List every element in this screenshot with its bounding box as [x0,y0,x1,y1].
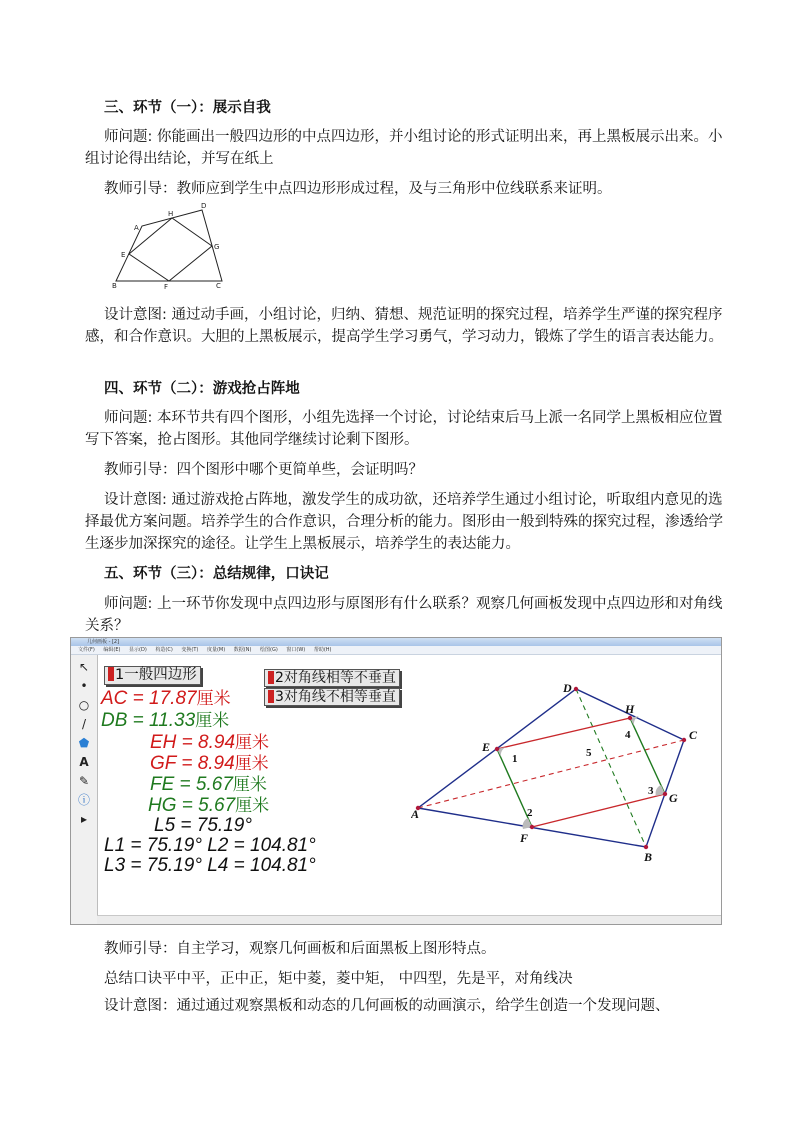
menu-data[interactable]: 数据(N) [233,647,252,653]
button-equal-diagonals[interactable] [264,669,400,687]
menu-display[interactable]: 显示(D) [129,647,147,653]
point-label-h: H [625,702,635,716]
section4-guide: 教师引导：四个图形中哪个更简单些，会证明吗？ [104,462,423,478]
measure-unit: 厘米 [235,796,270,816]
section3-guide: 教师引导：教师应到学生中点四边形形成过程，及与三角形中位线联系来证明。 [104,181,612,197]
sketchpad-horizontal-scrollbar[interactable] [97,915,721,924]
measure-value: FE = 5.67 [150,774,233,795]
measure-unit: 厘米 [195,711,230,731]
midpoint-quadrilateral-diagram [411,678,722,913]
measure-angles-1-2 [104,836,316,856]
section5-question: 师问题: 上一环节你发现中点四边形与原图形有什么联系？观察几何画板发现中点四边形和对角线关系？ [85,596,723,634]
angle-label-1: 1 [512,753,518,765]
measure-unit: 厘米 [196,689,231,709]
measure-angles-3-4 [104,856,316,876]
section3-intent: 设计意图: 通过动手画，小组讨论，归纳、猜想、规范证明的探究过程，培养学生严谨的探究程序感，和合作意识。大胆的上黑板展示，提高学生学习勇气，学习动力，锻炼了学生的语言表达能力。 [85,307,723,345]
menu-file[interactable]: 文件(F) [78,647,95,653]
measure-unit: 厘米 [234,754,269,774]
button-label: 1一般四边形 [115,667,197,683]
menu-window[interactable]: 窗口(W) [286,647,306,653]
measure-unit: 厘米 [232,775,267,795]
point-tool-icon[interactable]: • [80,679,88,693]
measure-value: L5 = 75.19° [154,815,252,836]
section4-question: 师问题: 本环节共有四个图形，小组先选择一个讨论，讨论结束后马上派一名同学上黑板相应位置写下答案，抢占图形。其他同学继续讨论剩下图形。 [85,410,723,448]
measure-gf [150,754,269,774]
angle-label-4: 4 [625,729,631,741]
select-arrow-icon[interactable]: ↖ [78,660,90,674]
diagonal-db [576,689,646,847]
text-tool-icon[interactable]: A [79,755,89,769]
menu-help[interactable]: 帮助(H) [313,647,332,653]
sketch-label-g: G [214,243,220,251]
point-label-a: A [411,807,420,821]
measure-fe [150,775,267,795]
marker-tool-icon[interactable]: ✎ [78,774,90,788]
sketch-label-d: D [201,202,207,210]
button-marker-icon [268,690,274,703]
sketchpad-menu-bar [71,646,721,655]
menu-construct[interactable]: 构造(C) [155,647,173,653]
sketch-label-f: F [164,283,169,290]
menu-transform[interactable]: 变换(T) [181,647,199,653]
measure-hg [148,796,269,816]
button-perpendicular-diagonals[interactable] [264,688,400,706]
section4-intent: 设计意图: 通过游戏抢占阵地，激发学生的成功欲，还培养学生通过小组讨论，听取组内意见的选择最优方案问题。培养学生的合作意识，合理分析的能力。图形由一般到特殊的探究过程，渗透给学生逐步加深探究的途径。让学生上黑板展示，培养学生的表达能力。 [85,492,723,552]
measure-value: DB = 11.33 [101,710,196,731]
sketch-label-e: E [121,251,126,259]
point-label-c: C [689,728,698,742]
sketchpad-toolbox [71,655,98,924]
measure-value: EH = 8.94 [150,732,236,753]
info-tool-icon[interactable]: ⓘ [77,793,90,807]
sketch-label-b: B [112,282,117,290]
section5-heading: 五、环节（三）：总结规律，口诀记 [104,566,329,582]
tail-intent: 设计意图：通过通过观察黑板和动态的几何画板的动画演示，给学生创造一个发现问题、 [104,998,670,1014]
measure-ac [101,689,231,709]
tail-guide: 教师引导：自主学习，观察几何画板和后面黑板上图形特点。 [104,941,496,957]
outer-quadrilateral [418,689,684,847]
button-label: 2对角线相等不垂直 [275,670,396,686]
polygon-tool-icon[interactable]: ⬟ [78,736,90,750]
menu-edit[interactable]: 编辑(E) [103,647,121,653]
button-general-quadrilateral[interactable] [104,666,201,685]
midpoint-quadrilateral-sketch [112,198,224,290]
line-tool-icon[interactable]: / [81,717,87,731]
measure-value: L3 = 75.19° L4 = 104.81° [104,855,316,876]
button-label: 3对角线不相等垂直 [275,689,396,705]
point-label-g: G [669,791,678,805]
point-label-b: B [644,850,653,864]
angle-label-3: 3 [648,785,654,797]
segment-hg [630,718,665,794]
button-marker-icon [108,667,114,681]
tail-rhyme: 总结口诀平中平，正中正，矩中菱，菱中矩， 中四型，先是平，对角线决 [104,971,573,987]
angle-label-5: 5 [586,747,592,759]
menu-measure[interactable]: 度量(M) [206,647,226,653]
measure-value: L1 = 75.19° L2 = 104.81° [104,835,316,856]
section4-heading: 四、环节（二）：游戏抢占阵地 [104,381,300,397]
measure-unit: 厘米 [235,733,270,753]
measure-value: HG = 5.67 [148,795,236,816]
vertex-points [416,687,686,849]
measure-value: GF = 8.94 [150,753,235,774]
section3-question: 师问题: 你能画出一般四边形的中点四边形，并小组讨论的形式证明出来，再上黑板展示出来。小组讨论得出结论，并写在纸上 [85,129,723,167]
measure-angle-5 [154,816,252,836]
section3-heading: 三、环节（一）：展示自我 [104,100,271,116]
segment-fg [532,794,665,827]
sketchpad-title: 几何画板 - [2] [87,639,120,645]
sketchpad-title-bar [71,638,721,646]
angle-label-2: 2 [527,807,533,819]
sketch-label-a: A [134,224,139,232]
measure-eh [150,733,269,753]
measure-db [101,711,229,731]
point-label-f: F [520,831,529,845]
measure-value: AC = 17.87 [101,688,197,709]
custom-tool-icon[interactable]: ▸ [80,812,88,826]
sketchpad-window [70,637,722,925]
point-label-e: E [482,740,491,754]
button-marker-icon [268,671,274,684]
menu-graph[interactable]: 绘图(G) [260,647,278,653]
point-label-d: D [563,681,572,695]
sketch-label-c: C [216,282,221,290]
sketch-label-h: H [168,210,174,218]
compass-tool-icon[interactable]: ○ [78,698,90,712]
